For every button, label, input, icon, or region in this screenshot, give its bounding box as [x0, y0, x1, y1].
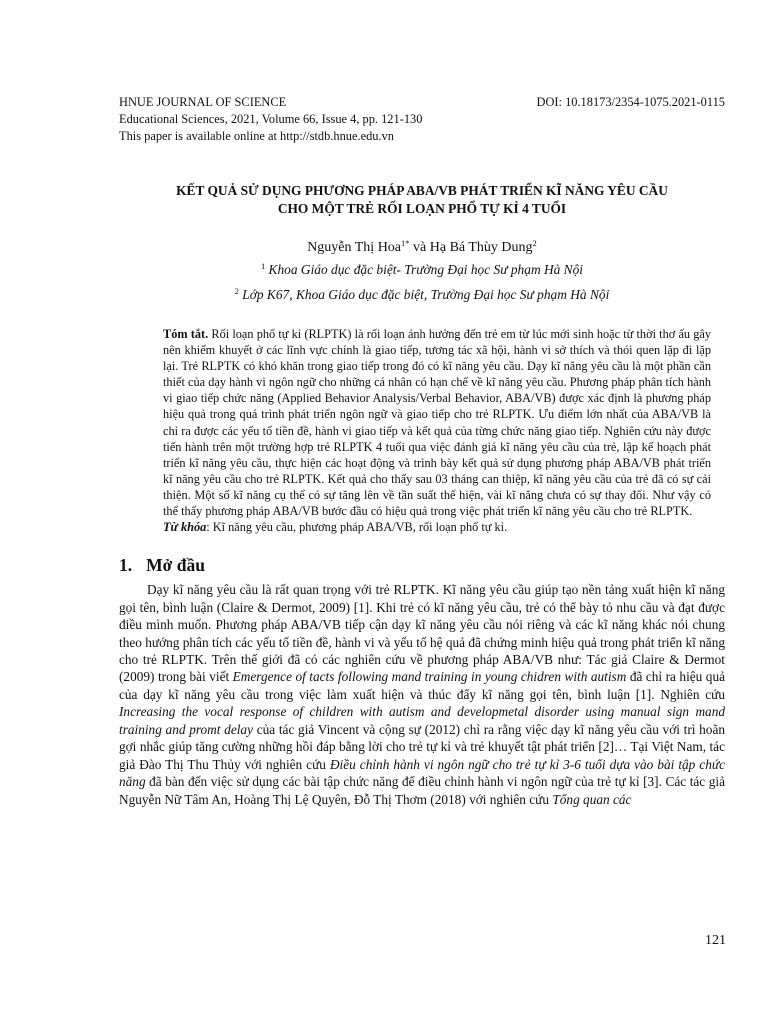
- authors: [119, 239, 725, 257]
- body-text-run: đã chỉ ra hiệu quả của dạy kĩ năng yêu cầu trong việc làm xuất hiện và thúc đẩy kĩ năng gọi tên, bình luận [1]. Nghiên cứu: [119, 669, 726, 702]
- abstract-text: Rối loạn phổ tự kỉ (RLPTK) là rối loạn ảnh hưởng đến trẻ em từ lúc mới sinh hoặc từ thời thơ ấu gây nên khiếm khuyết ở các lĩnh vực chính là giao tiếp, tương tác xã hội, hành vi sở thích và thói quen lặp đi lặp lại. Trẻ RLPTK có khó khăn trong giao tiếp trong đó có kĩ năng yêu cầu. Dạy kĩ năng yêu cầu là một phần cần thiết của dạy hành vi ngôn ngữ cho những cá nhân có hạn chế về kĩ năng yêu cầu. Phương pháp phân tích hành vi giao tiếp chức năng (Applied Behavior Analysis/Verbal Behavior, ABA/VB) được xác định là phương pháp hiệu quả trong quá trình phát triển ngôn ngữ và giao tiếp cho trẻ RLPTK. Ưu điểm lớn nhất của ABA/VB là chỉ ra được các yếu tố tiền đề, hành vi giao tiếp và kết quả của từng chức năng giao tiếp. Nghiên cứu này được tiến hành trên một trường hợp trẻ RLPTK 4 tuổi qua việc đánh giá kĩ năng yêu cầu của trẻ, lập kế hoạch phát triển kĩ năng yêu cầu, thực hiện các hoạt động và trình bày kết quả sử dụng phương pháp ABA/VB phát triển kĩ năng yêu cầu cho trẻ RLPTK. Kết quả cho thấy sau 03 tháng can thiệp, kĩ năng yêu cầu của trẻ đã có sự cải thiện. Một số kĩ năng cụ thể có sự tăng lên về tần suất thể hiện, vài kĩ năng chưa có sự thay đổi. Như vậy có thể thấy phương pháp ABA/VB bước đầu có hiệu quả trong việc phát triển kĩ năng yêu cầu cho trẻ RLPTK.: [163, 327, 711, 519]
- abstract: [163, 326, 711, 519]
- cited-title: Điều chỉnh hành vi ngôn ngữ cho trẻ tự kỉ 3-6 tuổi dựa vào bài tập chức năng: [119, 756, 726, 790]
- authors-and: và: [409, 240, 430, 255]
- author-2-mark: 2: [532, 238, 537, 248]
- section-heading: [119, 554, 725, 576]
- issue-info: Educational Sciences, 2021, Volume 66, Issue 4, pp. 121-130: [119, 112, 423, 126]
- affiliation-2-text: Lớp K67, Khoa Giáo dục đặc biệt, Trường Đại học Sư phạm Hà Nội: [238, 287, 610, 302]
- body-text-run: đã bàn đến việc sử dụng các bài tập chức năng để điều chỉnh hành vi ngôn ngữ của trẻ tự kỉ [3]. Các tác giả Nguyễn Nữ Tâm An, Hoàng Thị Lệ Quyên, Đỗ Thị Thơm (2018) với nghiên cứu: [119, 774, 725, 807]
- online-info: This paper is available online at http://stdb.hnue.edu.vn: [119, 129, 394, 143]
- affiliation-1-mark: 1: [260, 261, 266, 271]
- title-line-2: CHO MỘT TRẺ RỐI LOẠN PHỔ TỰ KỈ 4 TUỔI: [277, 201, 567, 216]
- keywords: [163, 519, 711, 535]
- journal-name: HNUE JOURNAL OF SCIENCE: [119, 95, 287, 109]
- section-number: 1.: [119, 555, 133, 576]
- title-line-1: KẾT QUẢ SỬ DỤNG PHƯƠNG PHÁP ABA/VB PHÁT TRIỂN KĨ NĂNG YÊU CẦU: [176, 183, 668, 198]
- body-text-run: Dạy kĩ năng yêu cầu là rất quan trọng với trẻ RLPTK. Kĩ năng yêu cầu giúp tạo nền tảng xuất hiện kĩ năng gọi tên, bình luận (Claire & Dermot, 2009) [1]. Khi trẻ có kĩ năng yêu cầu, trẻ có thể bày tỏ nhu cầu và đạt được điều mình muốn. Phương pháp ABA/VB tiếp cận dạy kĩ năng yêu cầu nói riêng và các kĩ năng khác nói chung theo hướng phân tích các yếu tố tiền đề, hành vi và yếu tố hệ quả đã chứng minh hiệu quả trong phát triển kĩ năng cho trẻ RLPTK. Trên thế giới đã có các nghiên cứu về phương pháp ABA/VB như: Tác giả Claire & Dermot (2009) trong bài viết: [119, 582, 725, 685]
- cited-title: Increasing the vocal response of children with autism and developmetal disorder using manual sign mand training and promt delay: [119, 704, 725, 737]
- paper-title: [119, 182, 725, 218]
- abstract-label: Tóm tắt.: [163, 327, 209, 341]
- affiliation-1-text: Khoa Giáo dục đặc biệt- Trường Đại học Sư phạm Hà Nội: [265, 262, 584, 277]
- author-1-mark: 1*: [401, 238, 410, 248]
- body-paragraph: [119, 581, 725, 808]
- section-title: Mở đầu: [146, 555, 205, 576]
- cited-title: Tổng quan các: [552, 791, 632, 807]
- page-number: 121: [705, 933, 726, 948]
- journal-header: [119, 94, 725, 145]
- keywords-label: Từ khóa: [163, 520, 207, 535]
- doi: DOI: 10.18173/2354-1075.2021-0115: [536, 95, 725, 109]
- keywords-text: : Kĩ năng yêu cầu, phương pháp ABA/VB, rối loạn phổ tự kỉ.: [206, 520, 508, 535]
- author-2: Hạ Bá Thùy Dung: [429, 240, 533, 255]
- cited-title: Emergence of tacts following mand training in young chidren with autism: [232, 669, 627, 685]
- body-text-run: của tác giả Vincent và cộng sự (2012) chỉ ra rằng việc dạy kĩ năng yêu cầu với trì hoãn gợi nhắc giúp tăng cường những hồi đáp bằng lời cho trẻ tự kỉ và trẻ khuyết tật phát triển [2]… Tại Việt Nam, tác giả Đào Thị Thu Thủy với nghiên cứu: [119, 721, 725, 772]
- affiliation-1: [119, 258, 725, 282]
- affiliation-2-mark: 2: [234, 286, 239, 296]
- paper-page: [119, 94, 725, 808]
- affiliation-2: [119, 283, 725, 307]
- author-1: Nguyễn Thị Hoa: [307, 240, 402, 255]
